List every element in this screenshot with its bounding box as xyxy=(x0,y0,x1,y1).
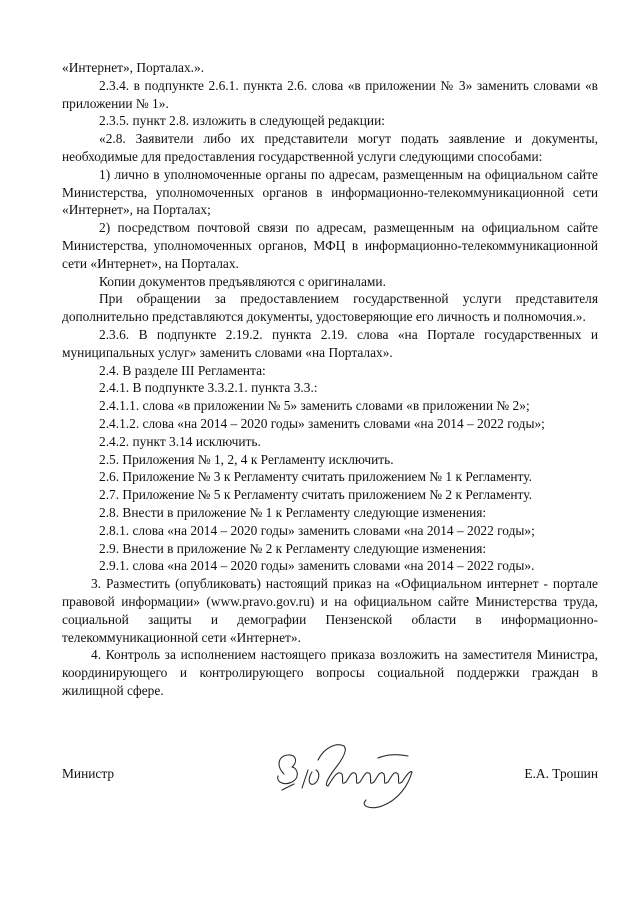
paragraph: Копии документов предъявляются с оригиналами. xyxy=(99,273,386,289)
paragraph: 2.8.1. слова «на 2014 – 2020 годы» заменить словами «на 2014 – 2022 годы»; xyxy=(99,522,535,538)
paragraph: 2.4.1. В подпункте 3.3.2.1. пункта 3.3.: xyxy=(99,380,318,396)
paragraph: 2.4.1.2. слова «на 2014 – 2020 годы» заменить словами «на 2014 – 2022 годы»; xyxy=(99,415,545,431)
paragraph: 2.3.6. В подпункте 2.19.2. пункта 2.19. слова «на Портале государственных и муниципальных услуг» заменить словами «на Порталах». xyxy=(62,326,598,360)
signatory-position: Министр xyxy=(62,766,115,781)
document-body xyxy=(62,59,598,700)
signature-row xyxy=(62,760,598,800)
paragraph: 2.3.5. пункт 2.8. изложить в следующей редакции: xyxy=(99,113,385,129)
paragraph: «2.8. Заявители либо их представители могут подать заявление и документы, необходимые для предоставления государственной услуги следующими способами: xyxy=(62,131,598,164)
paragraph: 2) посредством почтовой связи по адресам, размещенным на официальном сайте Министерства, уполномоченных органов, МФЦ в информационно-телекоммуникационной сети «Интернет», на Порталах. xyxy=(62,220,598,271)
paragraph: 4. Контроль за исполнением настоящего приказа возложить на заместителя Министра, координирующего и контролирующего вопросы социальной поддержки граждан в жилищной сфере. xyxy=(62,647,598,698)
paragraph: 2.7. Приложение № 5 к Регламенту считать приложением № 2 к Регламенту. xyxy=(99,487,532,503)
paragraph: 2.8. Внести в приложение № 1 к Регламенту следующие изменения: xyxy=(99,504,487,520)
paragraph: 2.9. Внести в приложение № 2 к Регламенту следующие изменения: xyxy=(99,540,487,556)
paragraph: 2.4. В разделе III Регламента: xyxy=(99,362,266,378)
paragraph: 1) лично в уполномоченные органы по адресам, размещенным на официальном сайте Министерства, уполномоченных органов в информационно-телекоммуникационной сети «Интернет», на Порталах; xyxy=(62,166,598,218)
paragraph: 2.4.2. пункт 3.14 исключить. xyxy=(99,433,261,449)
paragraph: 2.5. Приложения № 1, 2, 4 к Регламенту исключить. xyxy=(99,451,394,467)
paragraph: 2.6. Приложение № 3 к Регламенту считать приложением № 1 к Регламенту. xyxy=(99,469,532,485)
signatory-name: Е.А. Трошин xyxy=(524,766,598,781)
paragraph: 2.9.1. слова «на 2014 – 2020 годы» заменить словами «на 2014 – 2022 годы». xyxy=(99,558,535,574)
paragraph: «Интернет», Порталах.». xyxy=(62,60,205,75)
paragraph: 3. Разместить (опубликовать) настоящий приказ на «Официальном интернет - портале правовой информации» (www.pravo.gov.ru) и на официальном сайте Министерства труда, социальной защиты и демографии Пензенской области в информационно-телекоммуникационной сети «Интернет». xyxy=(62,576,598,645)
paragraph: При обращении за предоставлением государственной услуги представителя дополнительно представляются документы, удостоверяющие его личность и полномочия.». xyxy=(62,291,598,325)
paragraph: 2.3.4. в подпункте 2.6.1. пункта 2.6. слова «в приложении № 3» заменить словами «в приложении № 1». xyxy=(62,77,598,111)
paragraph: 2.4.1.1. слова «в приложении № 5» заменить словами «в приложении № 2»; xyxy=(99,398,530,414)
